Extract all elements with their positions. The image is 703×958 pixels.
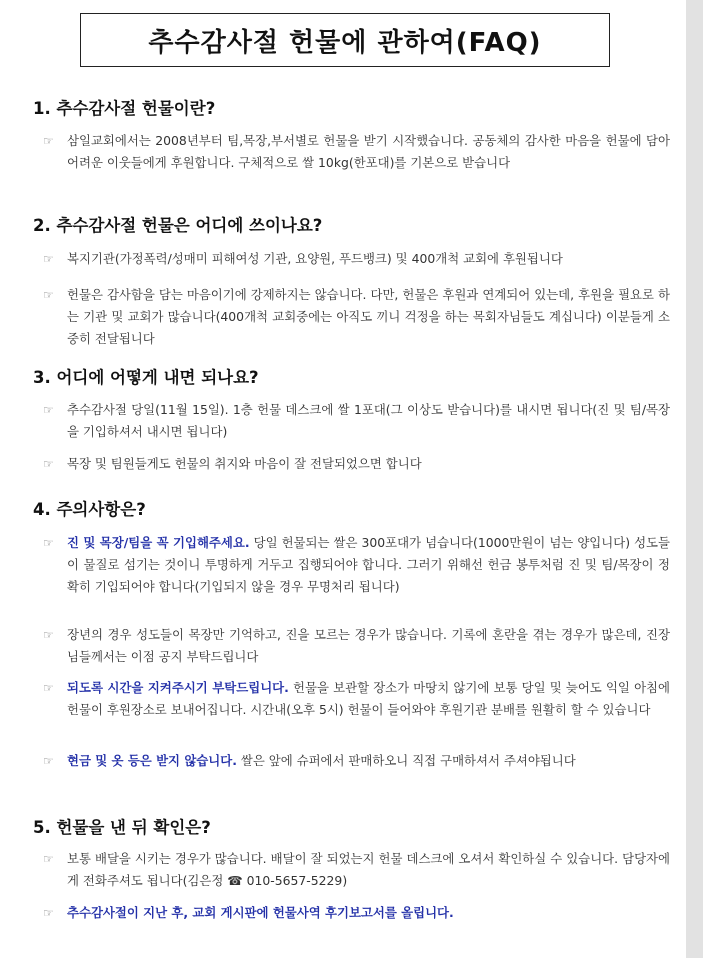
item-body: 헌물을 보관할 장소가 마땅치 않기에 보통 당일 및 늦어도 익일 아침에 헌물이 후원장소로 보내어집니다. 시간내(오후 5시) 헌물이 들어와야 후원기관 분배를 원활히 할 수 있습니다 xyxy=(67,680,670,717)
right-scroll-strip xyxy=(686,0,703,958)
section-2-item-1 xyxy=(43,248,670,270)
section-heading-2: 2. 추수감사절 헌물은 어디에 쓰이나요? xyxy=(33,216,323,235)
section-heading-5: 5. 헌물을 낸 뒤 확인은? xyxy=(33,818,211,837)
item-text: 장년의 경우 성도들이 목장만 기억하고, 진을 모르는 경우가 많습니다. 기록에 혼란을 겪는 경우가 많은데, 진장님들께서는 이점 공지 부탁드립니다 xyxy=(67,627,670,664)
item-text xyxy=(67,902,670,924)
item-text: 목장 및 팀원들게도 헌물의 취지와 마음이 잘 전달되었으면 합니다 xyxy=(67,456,422,471)
title-box xyxy=(80,13,610,67)
section-heading-3: 3. 어디에 어떻게 내면 되나요? xyxy=(33,368,259,387)
item-text xyxy=(67,677,670,721)
pointing-hand-icon: ☞ xyxy=(43,852,54,866)
section-1-item-1 xyxy=(43,130,670,174)
item-emphasis: 현금 및 옷 등은 받지 않습니다. xyxy=(67,753,237,768)
item-text xyxy=(67,532,670,598)
item-body: 쌀은 앞에 슈퍼에서 판매하오니 직접 구매하셔서 주셔야됩니다 xyxy=(236,753,576,768)
section-heading-1: 1. 추수감사절 헌물이란? xyxy=(33,99,216,118)
section-3-item-2 xyxy=(43,453,670,475)
section-heading-4: 4. 주의사항은? xyxy=(33,500,146,519)
pointing-hand-icon: ☞ xyxy=(43,457,54,471)
section-5-item-1 xyxy=(43,848,670,892)
item-text xyxy=(67,750,670,772)
item-emphasis: 되도록 시간을 지켜주시기 부탁드립니다. xyxy=(67,680,289,695)
item-text: 헌물은 감사함을 담는 마음이기에 강제하지는 않습니다. 다만, 헌물은 후원과 연계되어 있는데, 후원을 필요로 하는 기관 및 교회가 많습니다(400개척 교회중에는 아직도 끼니 걱정을 하는 목회자님들도 계십니다) 이분들게 소중히 전달됩니다 xyxy=(67,287,670,346)
item-body: 당일 헌물되는 쌀은 300포대가 넘습니다(1000만원이 넘는 양입니다) 성도들이 물질로 섬기는 것이니 투명하게 거두고 집행되어야 합니다. 그러기 위해선 헌금 봉투처럼 진 및 팀/목장이 정확히 기입되어야 합니다(기입되지 않을 경우 무명처리 됩니다) xyxy=(67,535,670,594)
section-5-item-2 xyxy=(43,902,670,924)
item-text: 추수감사절 당일(11월 15일). 1층 헌물 데스크에 쌀 1포대(그 이상도 받습니다)를 내시면 됩니다(진 및 팀/목장을 기입하셔서 내시면 됩니다) xyxy=(67,402,670,439)
page-title: 추수감사절 헌물에 관하여(FAQ) xyxy=(148,27,542,58)
section-4-item-4 xyxy=(43,750,670,772)
section-3-item-1 xyxy=(43,399,670,443)
section-2-item-2 xyxy=(43,284,670,350)
pointing-hand-icon: ☞ xyxy=(43,288,54,302)
pointing-hand-icon: ☞ xyxy=(43,628,54,642)
pointing-hand-icon: ☞ xyxy=(43,536,54,550)
pointing-hand-icon: ☞ xyxy=(43,681,54,695)
section-4-item-1 xyxy=(43,532,670,598)
pointing-hand-icon: ☞ xyxy=(43,754,54,768)
pointing-hand-icon: ☞ xyxy=(43,252,54,266)
item-text: 보통 배달을 시키는 경우가 많습니다. 배달이 잘 되었는지 헌물 데스크에 오셔서 확인하실 수 있습니다. 담당자에게 전화주셔도 됩니다(김은정 ☎ 010-5657-5229) xyxy=(67,851,670,888)
item-text: 삼일교회에서는 2008년부터 팀,목장,부서별로 헌물을 받기 시작했습니다. 공동체의 감사한 마음을 헌물에 담아 어려운 이웃들에게 후원합니다. 구체적으로 쌀 10kg(한포대)를 기본으로 받습니다 xyxy=(67,133,670,170)
pointing-hand-icon: ☞ xyxy=(43,403,54,417)
section-4-item-2 xyxy=(43,624,670,668)
item-text: 복지기관(가정폭력/성매미 피해여성 기관, 요양원, 푸드뱅크) 및 400개척 교회에 후원됩니다 xyxy=(67,251,563,266)
pointing-hand-icon: ☞ xyxy=(43,906,54,920)
item-emphasis: 진 및 목장/팀을 꼭 기입해주세요. xyxy=(67,535,250,550)
item-emphasis: 추수감사절이 지난 후, 교회 게시판에 헌물사역 후기보고서를 올립니다. xyxy=(67,905,454,920)
pointing-hand-icon: ☞ xyxy=(43,134,54,148)
section-4-item-3 xyxy=(43,677,670,721)
